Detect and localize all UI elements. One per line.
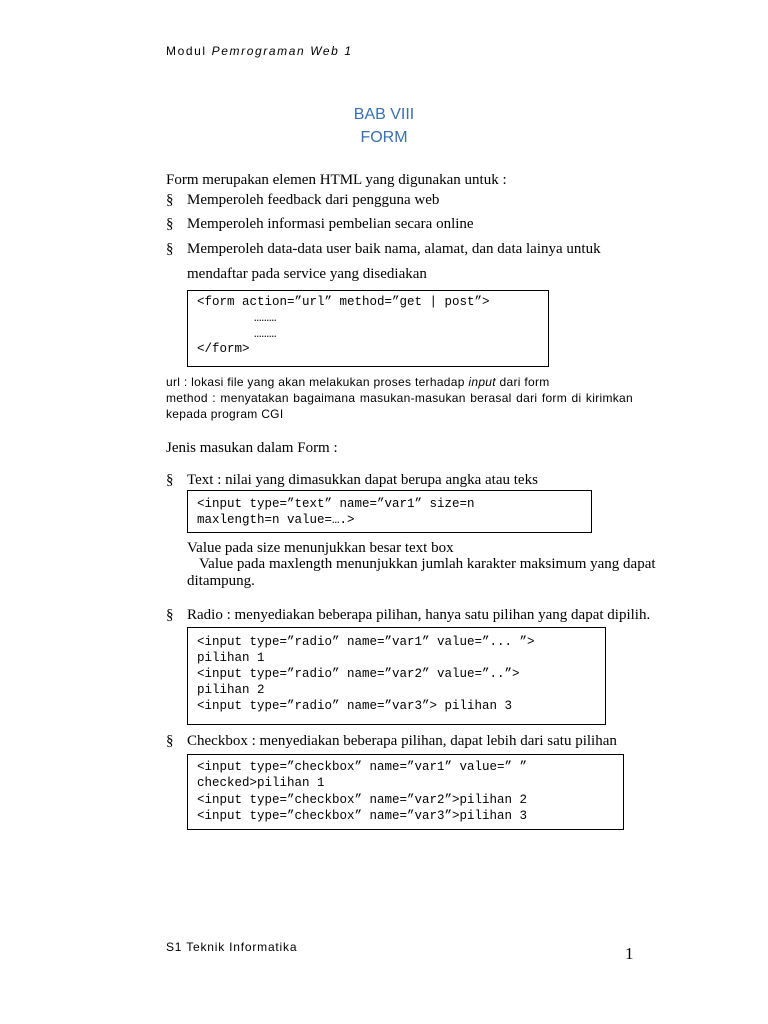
code-line: <input type=”checkbox” name=”var3”>pilihan 3 [197,809,528,823]
chapter-title: FORM [360,129,408,146]
list-item-text: Checkbox : menyediakan beberapa pilihan, dapat lebih dari satu pilihan [187,733,617,749]
code-line: <input type=”text” name=”var1” size=n [197,497,475,511]
code-box-checkbox [187,754,624,830]
header-subject: Pemrograman Web 1 [211,44,353,58]
code-line: </form> [197,342,250,356]
list-item-text: Radio : menyediakan beberapa pilihan, hanya satu pilihan yang dapat dipilih. [187,607,651,623]
list-item-text: Text : nilai yang dimasukkan dapat berupa angka atau teks [187,472,538,488]
running-header [166,44,353,58]
page-number: 1 [625,944,634,963]
url-note: url : lokasi file yang akan melakukan proses terhadap input dari form [166,375,550,389]
code-line: <input type=”checkbox” name=”var2”>pilihan 2 [197,793,528,807]
code-line: <input type=”checkbox” name=”var1” value=” ” [197,760,528,774]
code-box-form [187,290,549,367]
list-item-text: Memperoleh data-data user baik nama, alamat, dan data lainya untuk [187,241,601,257]
header-prefix: Modul [166,44,212,58]
text-desc: ditampung. [187,573,255,589]
intro-text: Form merupakan elemen HTML yang digunakan untuk : [166,172,507,188]
list-item-text: Memperoleh feedback dari pengguna web [187,192,440,208]
code-box-radio [187,627,606,725]
code-line: <input type=”radio” name=”var3”> pilihan 3 [197,699,513,713]
bullet-icon: § [166,192,174,208]
code-line: <input type=”radio” name=”var1” value=”... ”> [197,635,535,649]
code-line: ……… [254,327,277,341]
code-line: <input type=”radio” name=”var2” value=”..”> [197,667,520,681]
bullet-icon: § [166,241,174,257]
section-heading: Jenis masukan dalam Form : [166,440,338,456]
bullet-icon: § [166,733,174,749]
text-desc: Value pada maxlength menunjukkan jumlah karakter maksimum yang dapat [199,556,656,572]
bullet-icon: § [166,472,174,488]
text-desc: Value pada size menunjukkan besar text box [187,540,454,556]
footer-department: S1 Teknik Informatika [166,940,298,954]
code-line: ……… [254,311,277,325]
list-item-continuation: mendaftar pada service yang disediakan [187,266,427,282]
code-line: pilihan 1 [197,651,265,665]
method-note-continuation: kepada program CGI [166,407,284,421]
code-line: checked>pilihan 1 [197,776,325,790]
code-line: maxlength=n value=….> [197,513,355,527]
code-line: <form action=”url” method=”get | post”> [197,295,490,309]
code-line: pilihan 2 [197,683,265,697]
bullet-icon: § [166,216,174,232]
list-item-text: Memperoleh informasi pembelian secara online [187,216,474,232]
chapter-number: BAB VIII [353,106,415,123]
code-box-text [187,490,592,533]
bullet-icon: § [166,607,174,623]
method-note: method : menyatakan bagaimana masukan-masukan berasal dari form di kirimkan [166,391,633,405]
